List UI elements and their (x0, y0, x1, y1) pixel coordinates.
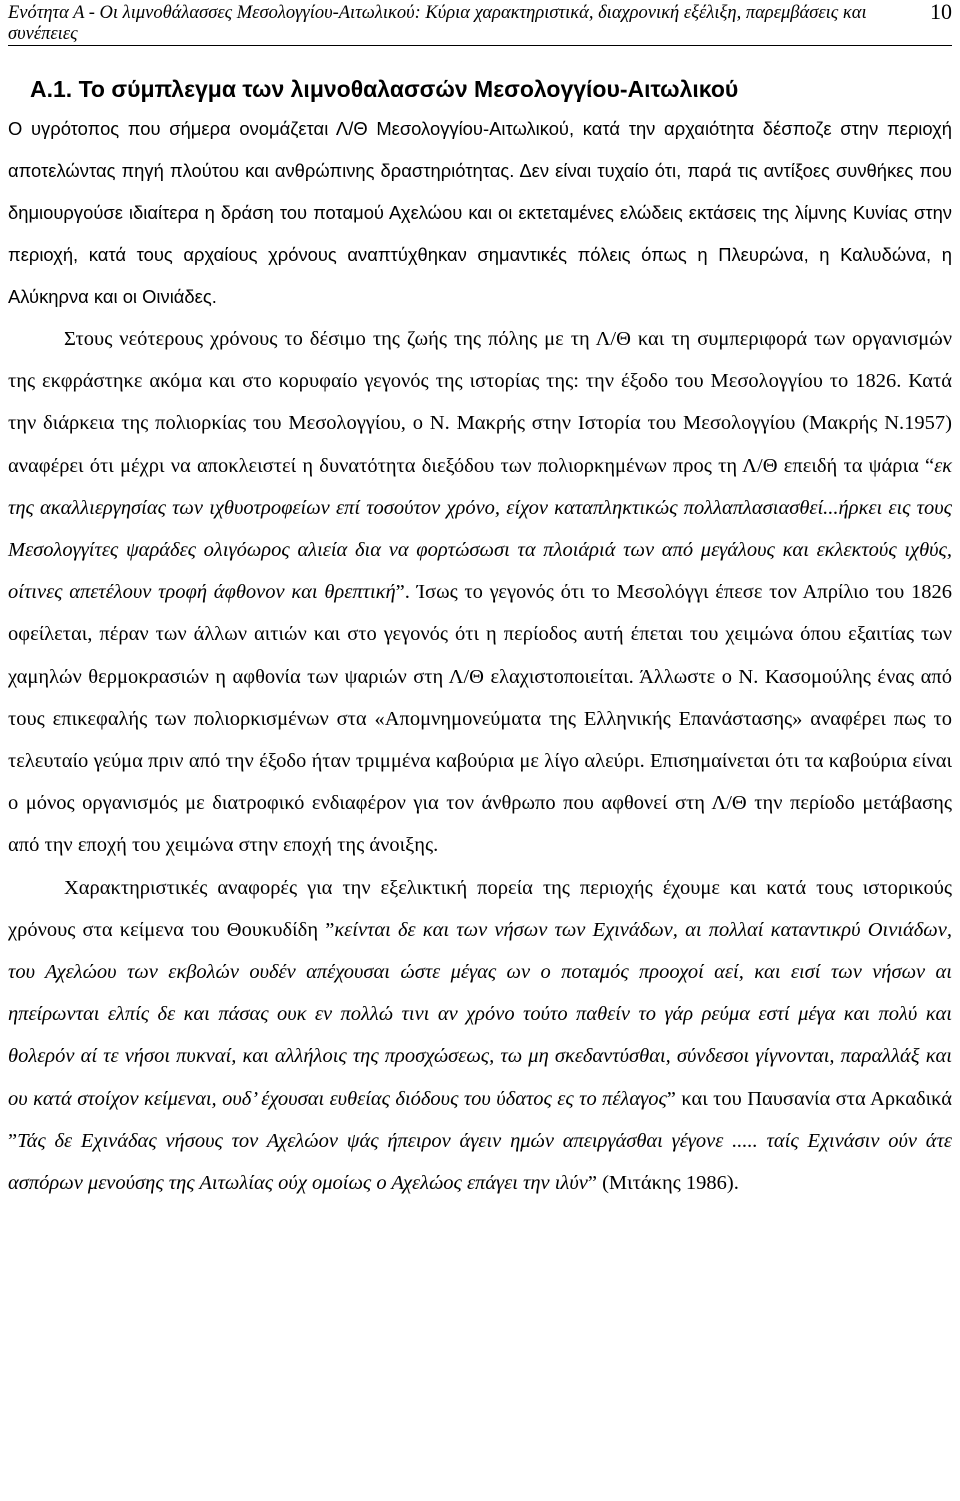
paragraph-2-quote: εκ της ακαλλιεργησίας των ιχθυοτροφείων επί τοσούτον χρόνο, είχον καταπληκτικώς πολλαπλασιασθεί...ήρκει εις τους Μεσολογγίτες ψαράδες ολιγόωρος αλιεία δια να φορτώσωσι τα πλοιάριά των από μεγάλους και εκλεκτούς ιχθύς, οίτινες απετέλουν τροφή άφθονον και θρεπτική (8, 454, 952, 604)
paragraph-3 (8, 867, 952, 1205)
paragraph-2 (8, 318, 952, 867)
paragraph-2-text-2: ”. Ίσως το γεγονός ότι το Μεσολόγγι έπεσε τον Απρίλιο του 1826 οφείλεται, πέραν των άλλων αιτιών και στο γεγονός ότι η περίοδος αυτή έπεται του χειμώνα όπου εξαιτίας των χαμηλών θερμοκρασιών η αφθονία των ψαριών στη Λ/Θ ελαχιστοποιείται. Άλλωστε ο Ν. Κασομούλης ένας από τους επικεφαλής των πολιορκισμένων στα «Απομνημονεύματα της Ελληνικής Επανάστασης» αναφέρει πως το τελευταίο γεύμα πριν από την έξοδο ήταν τριμμένα καβούρια με λίγο αλεύρι. Επισημαίνεται ότι τα καβούρια είναι ο μόνος οργανισμός με διατροφικό ενδιαφέρον για τον άνθρωπο που αφθονεί στη Λ/Θ την περίοδο μετάβασης από την εποχή του χειμώνα στην εποχή της άνοιξης. (8, 581, 952, 857)
paragraph-3-quote-1: κείνται δε και των νήσων των Εχινάδων, αι πολλαί καταντικρύ Οινιάδων, του Αχελώου των εκβολών ουδέν απέχουσαι ώστε μέγας ων ο ποταμός προοχοί αεί, και εισί των νήσων αι ηπείρωνται ελπίς δε και πάσας ουκ εν πολλώ τινι αν χρόνο τούτο παθείν το γάρ ρεύμα εστί μέγα και πολύ και θολερόν αί τε νήσοι πυκναί, και αλλήλοις της προσχώσεως, τω μη σκεδαντύσθαι, σύνδεσοι γίγνονται, παραλλάξ και ου κατά στοίχον κείμεναι, ουδ’ έχουσαι ευθείας διόδους του ύδατος ες το πέλαγος (8, 918, 952, 1110)
page-number: 10 (930, 0, 952, 24)
running-header (8, 0, 952, 46)
paragraph-3-text-1: Χαρακτηριστικές αναφορές για την εξελικτική πορεία της περιοχής έχουμε και κατά τους ιστορικούς χρόνους στα κείμενα του Θουκυδίδη ” (8, 876, 952, 941)
running-title: Ενότητα Α - Οι λιμνοθάλασσες Μεσολογγίου-Αιτωλικού: Κύρια χαρακτηριστικά, διαχρονική εξέλιξη, παρεμβάσεις και συνέπειες (8, 3, 867, 44)
paragraph-3-text-2: ” και του Παυσανία στα Αρκαδικά ” (8, 1087, 953, 1152)
section-heading: Α.1. Το σύμπλεγμα των λιμνοθαλασσών Μεσολογγίου-Αιτωλικού (30, 76, 739, 102)
paragraph-1: Ο υγρότοπος που σήμερα ονομάζεται Λ/Θ Μεσολογγίου-Αιτωλικού, κατά την αρχαιότητα δέσποζε στην περιοχή αποτελώντας πηγή πλούτου και ανθρώπινης δραστηριότητας. Δεν είναι τυχαίο ότι, παρά τις αντίξοες συνθήκες που δημιουργούσε ιδιαίτερα η δράση του ποταμού Αχελώου και οι εκτεταμένες ελώδεις εκτάσεις της λίμνης Κυνίας στην περιοχή, κατά τους αρχαίους χρόνους αναπτύχθηκαν σημαντικές πόλεις όπως η Πλευρώνα, η Καλυδώνα, η Αλύκηρνα και οι Οινιάδες. (8, 118, 952, 307)
paragraph-3-text-3: ” (Μιτάκης 1986). (587, 1172, 739, 1195)
document-page (8, 0, 952, 1204)
paragraph-2-text-1: Στους νεότερους χρόνους το δέσιμο της ζωής της πόλης με τη Λ/Θ και τη συμπεριφορά των οργανισμών της εκφράστηκε ακόμα και στο κορυφαίο γεγονός της ιστορίας της: την έξοδο του Μεσολογγίου το 1826. Κατά την διάρκεια της πολιορκίας του Μεσολογγίου, ο Ν. Μακρής στην Ιστορία του Μεσολογγίου (Μακρής Ν.1957) αναφέρει ότι μέχρι να αποκλειστεί η δυνατότητα διεξόδου των πολιορκημένων προς τη Λ/Θ επειδή τα ψάρια “ (8, 328, 952, 477)
paragraph-3-quote-2: Τάς δε Εχινάδας νήσους τον Αχελώον ψάς ήπειρον άγειν ημών απειργάσθαι γέγονε ..... ταίς Εχινάσιν ούν άτε ασπόρων μενούσης της Αιτωλίας ούχ ομοίως ο Αχελώος επάγει την ιλύν (8, 1129, 952, 1195)
